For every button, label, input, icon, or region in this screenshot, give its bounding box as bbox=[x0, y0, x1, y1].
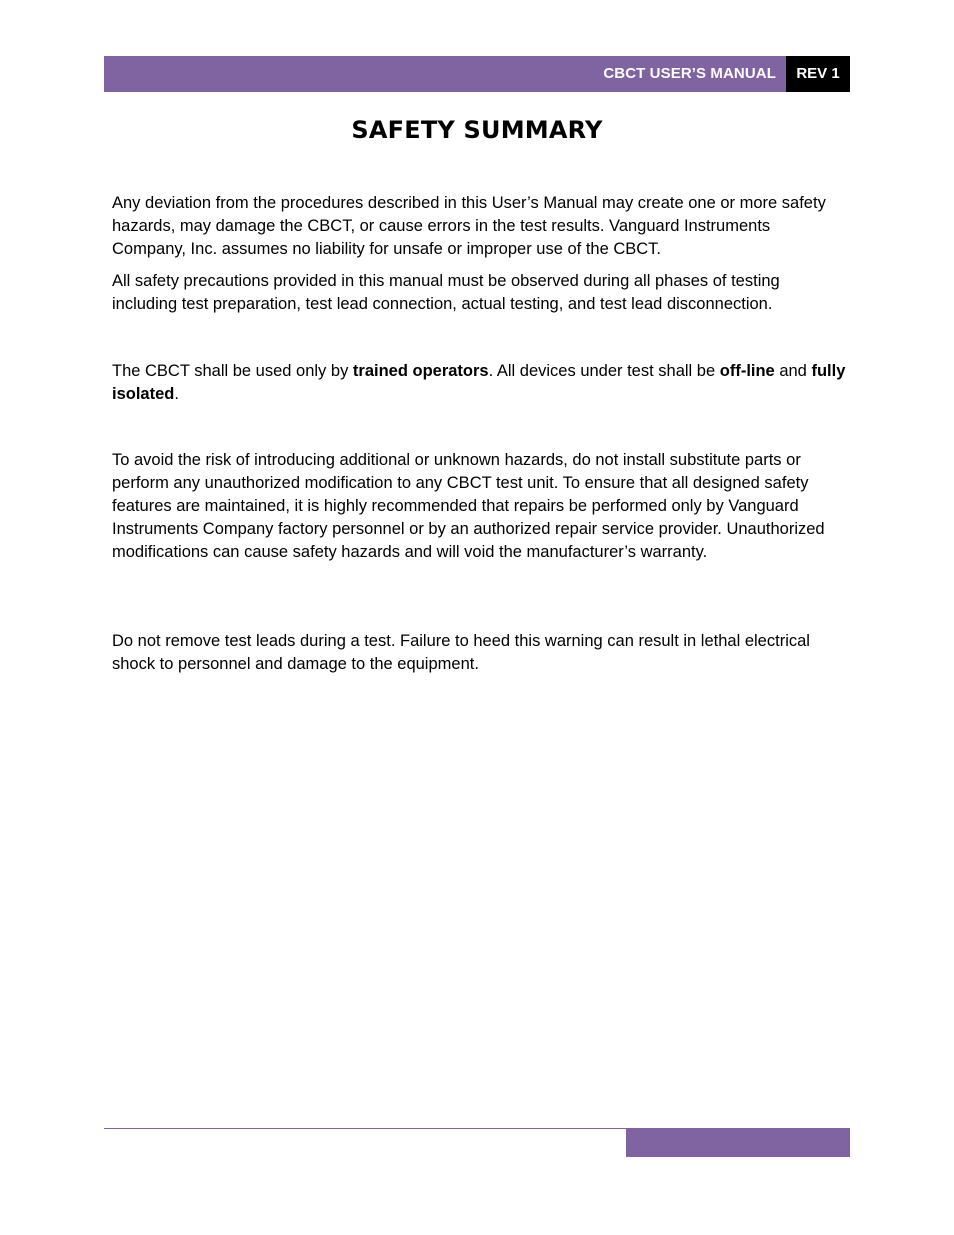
test-leads-section bbox=[112, 630, 848, 676]
modification-paragraph: To avoid the risk of introducing additional or unknown hazards, do not install substitute parts or perform any unauthorized modification to any CBCT test unit. To ensure that all designed safety features are maintained, it is highly recommended that repairs be performed only by Vanguard Instruments Company factory personnel or by an authorized repair service provider. Unauthorized modifications can cause safety hazards and will void the manufacturer’s warranty. bbox=[112, 451, 825, 561]
revision-badge: REV 1 bbox=[786, 56, 850, 92]
operators-paragraph bbox=[112, 360, 848, 406]
trained-operators-emphasis: trained operators bbox=[352, 362, 489, 380]
operators-text-2: . All devices under test shall be bbox=[488, 362, 720, 380]
operators-text-4: . bbox=[174, 385, 179, 403]
test-leads-paragraph: Do not remove test leads during a test. Failure to heed this warning can result in lethal electrical shock to personnel and damage to the equipment. bbox=[112, 632, 810, 673]
operators-section bbox=[112, 360, 848, 406]
fully-isolated-emphasis: fully isolated bbox=[112, 362, 846, 403]
liability-section bbox=[112, 192, 848, 316]
precautions-paragraph: All safety precautions provided in this manual must be observed during all phases of testing including test preparation, test lead connection, actual testing, and test lead disconnection. bbox=[112, 272, 780, 313]
liability-paragraph: Any deviation from the procedures described in this User’s Manual may create one or more safety hazards, may damage the CBCT, or cause errors in the test results. Vanguard Instruments Company, Inc. assumes no liability for unsafe or improper use of the CBCT. bbox=[112, 194, 826, 258]
page-title: SAFETY SUMMARY bbox=[351, 116, 603, 144]
operators-text-3: and bbox=[774, 362, 812, 380]
off-line-emphasis: off-line bbox=[719, 362, 775, 380]
manual-title: CBCT USER’S MANUAL bbox=[603, 65, 776, 82]
operators-text-1: The CBCT shall be used only by bbox=[112, 362, 353, 380]
header-bar bbox=[104, 56, 786, 92]
footer-bar bbox=[626, 1129, 850, 1157]
modification-section bbox=[112, 449, 848, 564]
